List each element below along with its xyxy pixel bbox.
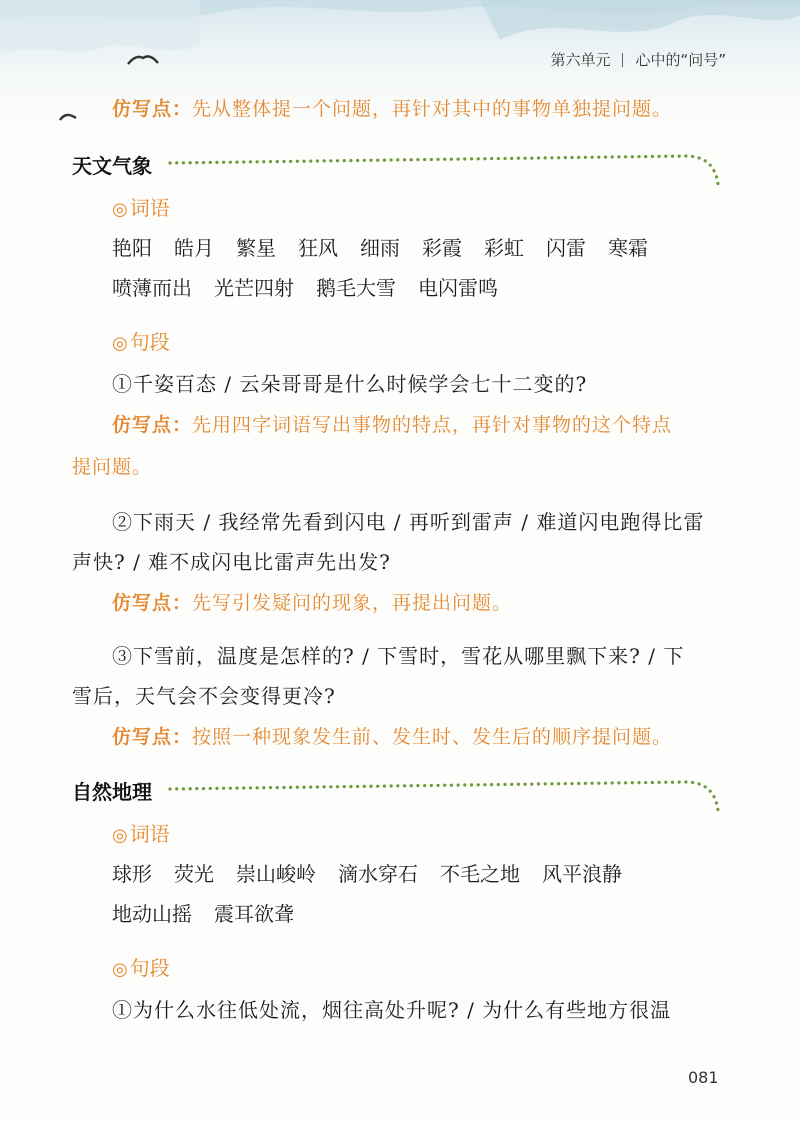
word: 闪雷 — [546, 236, 586, 260]
imitation-tip — [112, 410, 672, 437]
word: 彩霞 — [422, 236, 462, 260]
example-sentence: ③下雪前，温度是怎样的? / 下雪时，雪花从哪里飘下来? / 下 — [112, 644, 685, 668]
word: 喷薄而出 — [112, 276, 192, 300]
imitation-tip — [112, 722, 672, 749]
bird-icon — [126, 52, 160, 66]
section-title: 自然地理 — [72, 780, 152, 804]
header-divider — [622, 53, 623, 67]
running-header — [550, 49, 726, 70]
imitation-tip-continued: 提问题。 — [72, 456, 153, 478]
tip-label: 仿写点： — [112, 726, 193, 748]
word-list — [112, 272, 520, 301]
word: 艳阳 — [112, 236, 152, 260]
double-circle-icon: ◎ — [112, 959, 128, 980]
word: 不毛之地 — [440, 862, 520, 886]
word: 繁星 — [236, 236, 276, 260]
word-list — [112, 858, 644, 887]
tip-text: 先写引发疑问的现象，再提出问题。 — [192, 592, 513, 614]
word: 彩虹 — [484, 236, 524, 260]
words-heading — [112, 192, 170, 221]
double-circle-icon: ◎ — [112, 333, 128, 354]
word: 荧光 — [174, 862, 214, 886]
tip-label: 仿写点： — [112, 592, 193, 614]
top-tip — [112, 94, 672, 121]
example-sentence: ②下雨天 / 我经常先看到闪电 / 再听到雷声 / 难道闪电跑得比雷 — [112, 510, 705, 534]
unit-label: 第六单元 — [550, 51, 611, 69]
tip-label: 仿写点： — [112, 98, 193, 120]
word: 风平浪静 — [542, 862, 622, 886]
paragraph-heading — [112, 326, 170, 355]
word: 狂风 — [298, 236, 338, 260]
example-sentence: ①为什么水往低处流，烟往高处升呢? / 为什么有些地方很温 — [112, 998, 672, 1022]
word: 寒霜 — [608, 236, 648, 260]
paragraph-heading-label: 句段 — [129, 956, 170, 980]
double-circle-icon: ◎ — [112, 825, 128, 846]
dotted-divider — [166, 150, 728, 192]
paragraph-heading — [112, 952, 170, 981]
word: 皓月 — [174, 236, 214, 260]
tip-label: 仿写点： — [112, 414, 193, 436]
word: 细雨 — [360, 236, 400, 260]
word: 电闪雷鸣 — [418, 276, 498, 300]
tip-text: 按照一种现象发生前、发生时、发生后的顺序提问题。 — [192, 726, 673, 748]
word: 鹅毛大雪 — [316, 276, 396, 300]
words-heading — [112, 818, 170, 847]
paragraph-heading-label: 句段 — [129, 330, 170, 354]
example-sentence-continued: 声快? / 难不成闪电比雷声先出发? — [72, 550, 391, 574]
word: 地动山摇 — [112, 902, 192, 926]
page-number: 081 — [688, 1068, 719, 1087]
dotted-divider — [166, 776, 728, 818]
word: 震耳欲聋 — [214, 902, 294, 926]
double-circle-icon: ◎ — [112, 199, 128, 220]
example-sentence-continued: 雪后，天气会不会变得更冷? — [72, 684, 336, 708]
tip-text: 先用四字词语写出事物的特点，再针对事物的这个特点 — [192, 414, 673, 436]
word-list — [112, 898, 316, 927]
section-title: 天文气象 — [72, 154, 152, 178]
word: 崇山峻岭 — [236, 862, 316, 886]
unit-title: 心中的“问号” — [635, 51, 726, 69]
bird-icon — [58, 110, 78, 122]
tip-text: 先从整体提一个问题，再针对其中的事物单独提问题。 — [192, 98, 673, 120]
imitation-tip — [112, 588, 512, 615]
word: 球形 — [112, 862, 152, 886]
words-heading-label: 词语 — [129, 822, 170, 846]
word: 滴水穿石 — [338, 862, 418, 886]
word-list — [112, 232, 670, 261]
words-heading-label: 词语 — [129, 196, 170, 220]
mountain-banner — [0, 0, 800, 150]
word: 光芒四射 — [214, 276, 294, 300]
example-sentence: ①千姿百态 / 云朵哥哥是什么时候学会七十二变的? — [112, 372, 588, 396]
